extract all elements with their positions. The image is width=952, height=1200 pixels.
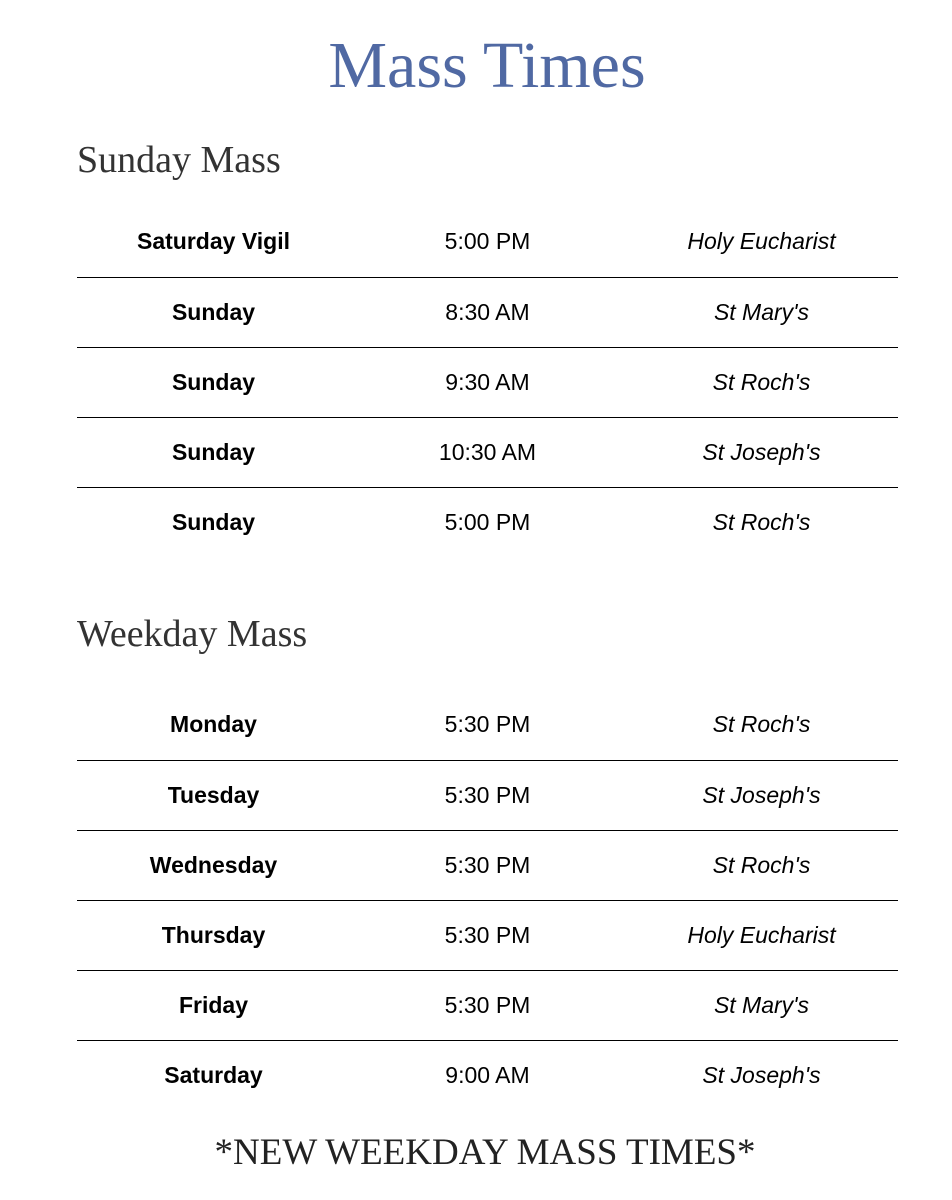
time-cell: 5:30 PM xyxy=(350,970,625,1040)
church-cell: Holy Eucharist xyxy=(625,900,898,970)
time-cell: 5:30 PM xyxy=(350,760,625,830)
table-row xyxy=(77,970,898,1040)
time-cell: 5:30 PM xyxy=(444,711,531,738)
sunday-mass-heading: Sunday Mass xyxy=(77,139,281,181)
page-title: Mass Times xyxy=(328,29,646,102)
time-cell: 8:30 AM xyxy=(350,277,625,347)
day-cell: Sunday xyxy=(77,277,350,347)
time-cell: 5:30 PM xyxy=(350,900,625,970)
day-cell: Monday xyxy=(170,711,257,738)
church-cell: St Roch's xyxy=(625,830,898,900)
time-cell: 9:00 AM xyxy=(350,1040,625,1110)
time-cell: 5:00 PM xyxy=(350,487,625,557)
church-cell: Holy Eucharist xyxy=(687,228,836,255)
table-row xyxy=(77,1040,898,1110)
table-row xyxy=(77,900,898,970)
table-row xyxy=(77,277,898,347)
church-cell: St Roch's xyxy=(625,487,898,557)
table-row xyxy=(77,207,898,277)
table-row xyxy=(77,830,898,900)
church-cell: St Mary's xyxy=(625,277,898,347)
day-cell: Sunday xyxy=(77,347,350,417)
weekday-mass-table xyxy=(77,690,898,1110)
sunday-mass-table xyxy=(77,207,898,557)
table-row xyxy=(77,760,898,830)
day-cell: Saturday xyxy=(77,1040,350,1110)
time-cell: 9:30 AM xyxy=(350,347,625,417)
day-cell: Wednesday xyxy=(77,830,350,900)
day-cell: Sunday xyxy=(77,417,350,487)
table-row xyxy=(77,487,898,557)
day-cell: Saturday Vigil xyxy=(137,228,290,255)
table-row xyxy=(77,347,898,417)
church-cell: St Roch's xyxy=(625,347,898,417)
table-row xyxy=(77,690,898,760)
church-cell: St Joseph's xyxy=(625,760,898,830)
church-cell: St Joseph's xyxy=(625,1040,898,1110)
time-cell: 5:00 PM xyxy=(444,228,531,255)
day-cell: Sunday xyxy=(77,487,350,557)
time-cell: 5:30 PM xyxy=(350,830,625,900)
day-cell: Thursday xyxy=(77,900,350,970)
church-cell: St Roch's xyxy=(712,711,811,738)
table-row xyxy=(77,417,898,487)
day-cell: Friday xyxy=(77,970,350,1040)
day-cell: Tuesday xyxy=(77,760,350,830)
church-cell: St Mary's xyxy=(625,970,898,1040)
weekday-mass-heading: Weekday Mass xyxy=(77,613,308,655)
time-cell: 10:30 AM xyxy=(350,417,625,487)
new-times-notice: *NEW WEEKDAY MASS TIMES* xyxy=(214,1132,756,1173)
church-cell: St Joseph's xyxy=(625,417,898,487)
